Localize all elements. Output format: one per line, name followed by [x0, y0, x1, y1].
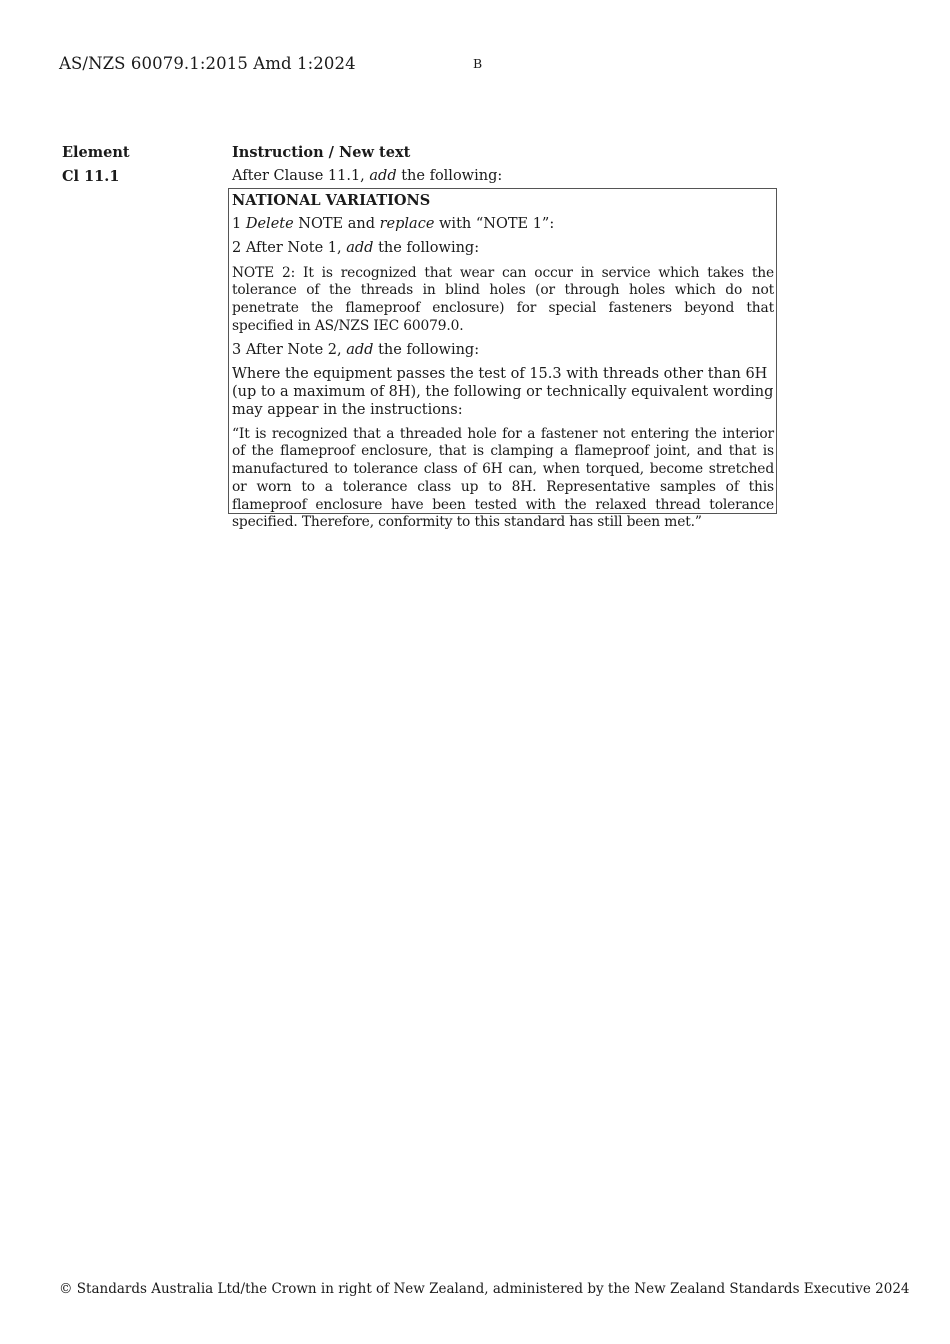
- instruction-prefix: After Clause 11.1,: [232, 168, 370, 184]
- variation-item-2: [232, 240, 774, 258]
- item1-middle: NOTE and: [293, 216, 380, 233]
- instruction-text: [232, 168, 502, 184]
- item3-suffix: the following:: [373, 341, 480, 358]
- item3-verb-add: add: [346, 341, 374, 358]
- item1-rest: with “NOTE 1”:: [434, 216, 555, 233]
- instruction-suffix: the following:: [396, 168, 503, 184]
- element-reference: Cl 11.1: [62, 168, 120, 185]
- national-variations-box: [228, 188, 777, 531]
- item2-verb-add: add: [346, 240, 374, 257]
- national-variations-title: NATIONAL VARIATIONS: [232, 192, 431, 209]
- page-mark: B: [473, 56, 483, 71]
- variation-item-3: [232, 342, 774, 360]
- variation-item-1: [232, 216, 774, 234]
- note-2-text: NOTE 2: It is recognized that wear can occur in service which takes the tolerance of the threads in blind holes (or through holes which do not penetrate the flameproof enclosure) for special fasteners beyond that specified in AS/NZS IEC 60079.0.: [232, 264, 774, 334]
- item1-number: 1: [232, 216, 246, 233]
- equipment-paragraph: Where the equipment passes the test of 15.3 with threads other than 6H (up to a maximum of 8H), the following or technically equivalent wording may appear in the instructions:: [232, 366, 774, 418]
- quoted-wording: “It is recognized that a threaded hole for a fastener not entering the interior of the flameproof enclosure, that is clamping a flameproof joint, and that is manufactured to tolerance class of 6H can, when torqued, become stretched or worn to a tolerance class up to 8H. Representative samples of this flameproof enclosure have been tested with the relaxed thread tolerance specified. Therefore, conformity to this standard has still been met.”: [232, 425, 774, 531]
- item1-verb-replace: replace: [379, 216, 435, 233]
- copyright-footer: © Standards Australia Ltd/the Crown in right of New Zealand, administered by the New Zealand Standards Executive 2024: [59, 1281, 910, 1297]
- column-header-instruction: Instruction / New text: [232, 144, 411, 161]
- column-header-element: Element: [62, 144, 130, 161]
- item2-suffix: the following:: [373, 240, 480, 257]
- item2-prefix: 2 After Note 1,: [232, 240, 347, 257]
- item3-prefix: 3 After Note 2,: [232, 341, 347, 358]
- instruction-emphasis: add: [369, 168, 397, 184]
- item1-verb-delete: Delete: [245, 216, 294, 233]
- document-identifier: AS/NZS 60079.1:2015 Amd 1:2024: [59, 54, 356, 73]
